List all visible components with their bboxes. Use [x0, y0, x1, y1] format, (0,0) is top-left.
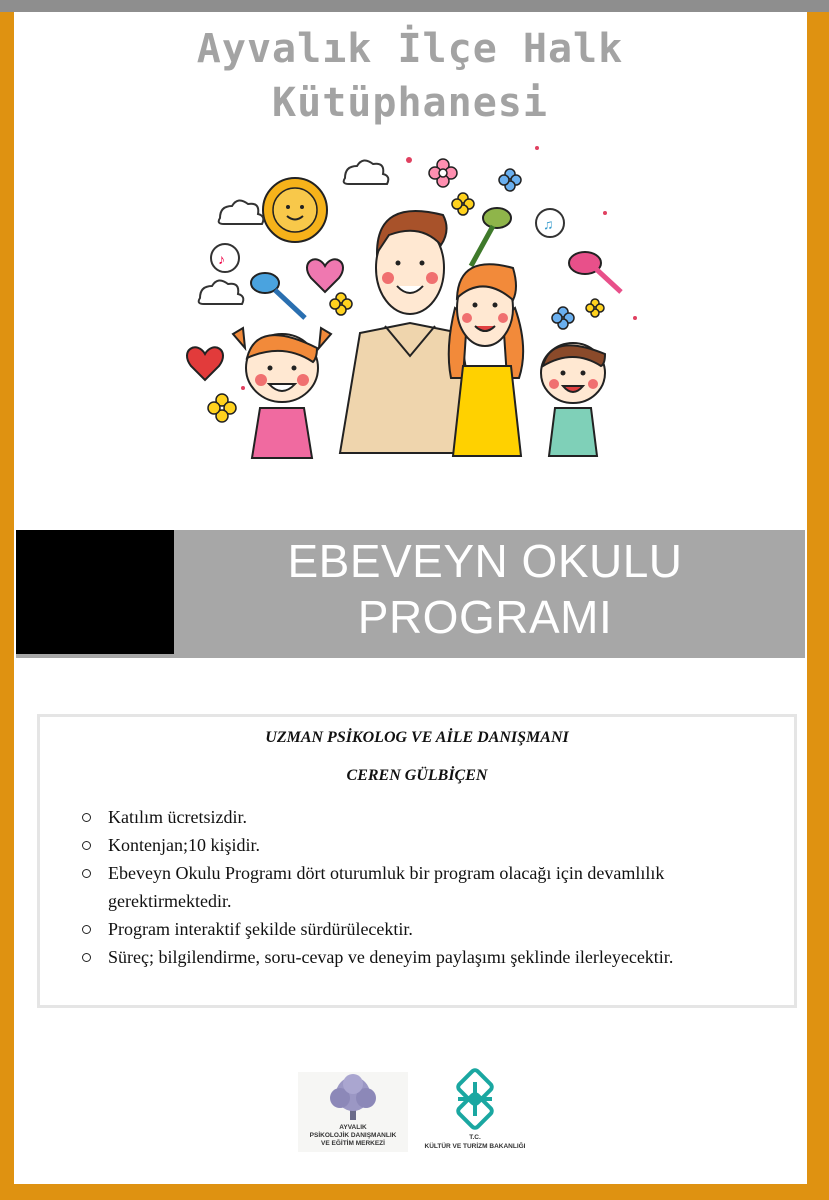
girl-figure: [233, 328, 331, 458]
program-title-line2: PROGRAMI: [357, 591, 613, 643]
flower-icon: [452, 193, 474, 215]
svg-text:♪: ♪: [218, 251, 225, 267]
heart-icon: [307, 259, 343, 292]
logo1-line2: PSİKOLOJİK DANIŞMANLIK: [309, 1132, 397, 1139]
flower-icon: [586, 299, 604, 317]
bullet-item: Katılım ücretsizdir.: [76, 803, 776, 831]
frame-bottom: [0, 1184, 829, 1200]
logo2-line1: T.C.: [469, 1134, 481, 1141]
flower-icon: [208, 394, 236, 422]
bullet-circle-icon: [82, 953, 91, 962]
psychology-center-logo: [298, 1072, 408, 1152]
cloud-icon: [219, 200, 264, 224]
logo2-line2: KÜLTÜR VE TURİZM BAKANLIĞI: [424, 1143, 526, 1150]
bullet-item: Program interaktif şekilde sürdürülecektir.: [76, 915, 776, 943]
cloud-icon: [344, 160, 389, 184]
cloud-icon: [199, 280, 244, 304]
flower-icon: [499, 169, 521, 191]
bird-icon: [471, 208, 511, 266]
mother-figure: [449, 264, 523, 456]
logo1-line1: AYVALIK: [339, 1124, 367, 1131]
info-bullet-list: [76, 803, 776, 971]
heart-icon: [187, 347, 223, 380]
bullet-item: Ebeveyn Okulu Programı dört oturumluk bir program olacağı için devamlılık gerektirmektedir.: [76, 859, 776, 915]
knot-emblem-icon: [410, 1068, 540, 1134]
boy-figure: [541, 343, 605, 456]
flower-icon: [552, 307, 574, 329]
svg-text:♫: ♫: [543, 216, 554, 232]
library-title-line1: Ayvalık İlçe Halk: [196, 26, 624, 72]
program-title-line1: EBEVEYN OKULU: [287, 535, 683, 587]
flower-icon: [330, 293, 352, 315]
music-note-icon: [536, 209, 564, 237]
flower-icon: [429, 159, 457, 187]
bullet-item: Kontenjan;10 kişidir.: [76, 831, 776, 859]
speaker-role: UZMAN PSİKOLOG VE AİLE DANIŞMANI: [265, 729, 569, 746]
frame-left: [0, 12, 14, 1200]
program-title: [180, 533, 790, 645]
bullet-circle-icon: [82, 925, 91, 934]
redacted-block: [16, 530, 174, 654]
frame-right: [807, 12, 829, 1200]
music-note-icon: [211, 244, 239, 272]
bullet-circle-icon: [82, 869, 91, 878]
logo1-line3: VE EĞİTİM MERKEZİ: [321, 1140, 385, 1147]
top-bar: [0, 0, 829, 12]
tree-icon: [298, 1072, 408, 1122]
bullet-circle-icon: [82, 841, 91, 850]
sun-icon: [263, 178, 327, 242]
bird-icon: [569, 252, 621, 292]
library-title: [60, 22, 760, 130]
bird-icon: [251, 273, 305, 318]
ministry-logo: [410, 1068, 540, 1158]
bullet-circle-icon: [82, 813, 91, 822]
bullet-item: Süreç; bilgilendirme, soru-cevap ve deneyim paylaşımı şeklinde ilerleyecektir.: [76, 943, 776, 971]
info-box: [37, 714, 797, 1008]
library-title-line2: Kütüphanesi: [272, 80, 548, 126]
speaker-name: CEREN GÜLBİÇEN: [346, 767, 488, 784]
family-illustration: [165, 118, 660, 498]
